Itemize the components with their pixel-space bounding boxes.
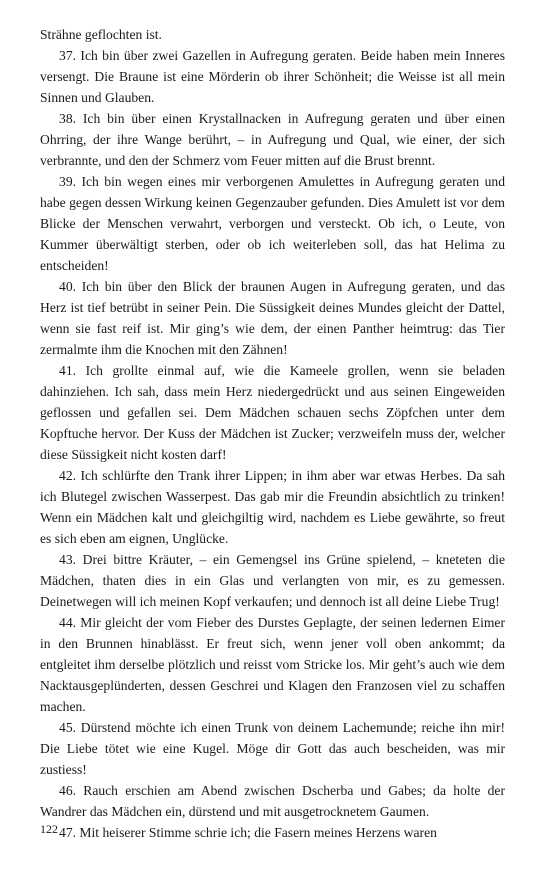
- page-text: [40, 24, 505, 843]
- verse-44: 44. Mir gleicht der vom Fieber des Durstes Geplagte, der seinen ledernen Eimer in den Brunnen hinablässt. Er freut sich, wenn jener voll oben ankommt; da entgleitet ihm derselbe plötzlich und reisst vom Stricke los. Mir geht’s auch wie dem Nacktausgeplünderten, dessen Geschrei und Klagen den Franzosen viel zu schaffen machen.: [40, 615, 505, 714]
- verse-42: 42. Ich schlürfte den Trank ihrer Lippen; in ihm aber war etwas Herbes. Da sah ich Blutegel zwischen Wasserpest. Das gab mir die Freundin absichtlich zu trinken! Wenn ein Mädchen kalt und gleichgiltig wird, nachdem es Liebe gewährte, so freut es sich eben am eignen, Unglücke.: [40, 468, 505, 546]
- verse-39: 39. Ich bin wegen eines mir verborgenen Amulettes in Aufregung geraten und habe gegen dessen Wirkung keinen Gegenzauber gefunden. Dies Amulett ist vor dem Blicke der Menschen verwahrt, verborgen und versteckt. Ob ich, o Leute, von Kummer überwältigt sterben, oder ob ich weiterleben soll, das hat Helima zu entscheiden!: [40, 174, 505, 273]
- verse-41: 41. Ich grollte einmal auf, wie die Kameele grollen, wenn sie beladen dahinziehen. Ich sah, dass mein Herz niedergedrückt und aus seinen Eingeweiden geflossen und gefallen sei. Dem Mädchen schauen sechs Zöpfchen unter dem Kopftuche hervor. Der Kuss der Mädchen ist Zucker; verzweifeln muss der, welcher diese Süssigkeit nicht kosten darf!: [40, 363, 505, 462]
- verse-43: 43. Drei bittre Kräuter, – ein Gemengsel ins Grüne spielend, – kneteten die Mädchen, thaten dies in ein Glas und verlangten von mir, es zu gemessen. Deinetwegen will ich meinen Kopf verkaufen; und dennoch ist all deine Liebe Trug!: [40, 552, 505, 609]
- page-number: 122: [40, 822, 58, 836]
- verse-45: 45. Dürstend möchte ich einen Trunk von deinem Lachemunde; reiche ihn mir! Die Liebe tötet wie eine Kugel. Möge dir Gott das auch bescheiden, was mir zustiess!: [40, 720, 505, 777]
- continuation-line: Strähne geflochten ist.: [40, 27, 162, 42]
- verse-37: 37. Ich bin über zwei Gazellen in Aufregung geraten. Beide haben mein Inneres versengt. Die Braune ist eine Mörderin ob ihrer Schönheit; die Weisse ist all mein Sinnen und Glauben.: [40, 48, 505, 105]
- verse-46: 46. Rauch erschien am Abend zwischen Dscherba und Gabes; da holte der Wandrer das Mädchen ein, dürstend und mit ausgetrocknetem Gaumen.: [40, 783, 505, 819]
- verse-40: 40. Ich bin über den Blick der braunen Augen in Aufregung geraten, und das Herz ist tief betrübt in seiner Pein. Die Süssigkeit deines Mundes gleicht der Dattel, wenn sie fast reif ist. Mir ging’s wie dem, der einen Panther heimtrug: das Tier zermalmte ihm die Knochen mit den Zähnen!: [40, 279, 505, 357]
- verse-47: 47. Mit heiserer Stimme schrie ich; die Fasern meines Herzens waren: [59, 825, 437, 840]
- verse-38: 38. Ich bin über einen Krystallnacken in Aufregung geraten und über einen Ohrring, der ihre Wange berührt, – in Aufregung und Qual, wie einer, der sich verbrannte, und den der Schmerz vom Feuer mitten auf die Brust brennt.: [40, 111, 505, 168]
